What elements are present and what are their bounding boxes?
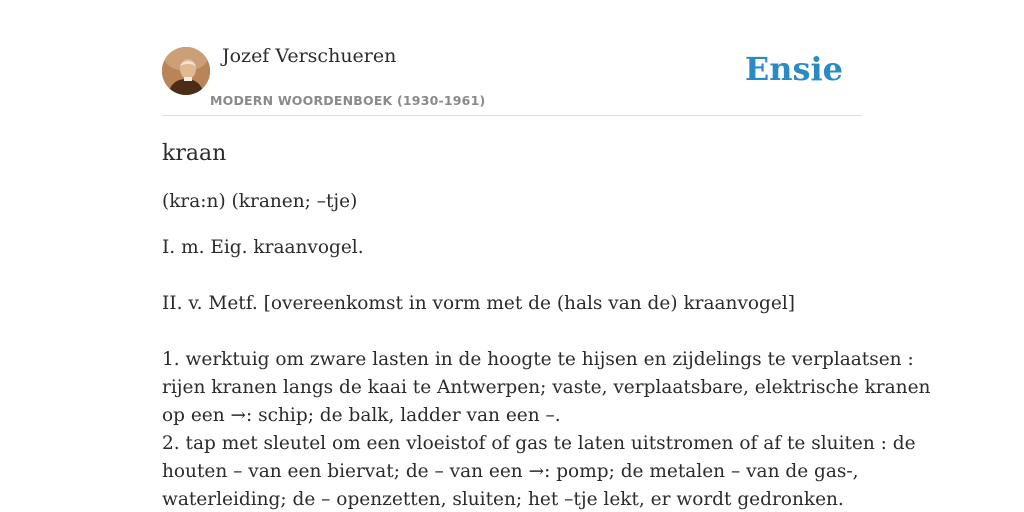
sense-2: II. v. Metf. [overeenkomst in vorm met de (hals van de) kraanvogel] xyxy=(162,293,795,314)
definition-2-line-1: 2. tap met sleutel om een vloeistof of gas te laten uitstromen of af te sluiten : de xyxy=(162,433,916,454)
sense-1: I. m. Eig. kraanvogel. xyxy=(162,237,364,258)
entry-headword: kraan xyxy=(162,141,227,166)
author-name[interactable]: Jozef Verschueren xyxy=(222,45,397,67)
paragraph-gap xyxy=(162,262,862,290)
portrait-icon xyxy=(162,47,210,95)
header-divider xyxy=(162,115,862,116)
definition-2-line-2: houten – van een biervat; de – van een →: pomp; de metalen – van de gas-, xyxy=(162,461,859,482)
paragraph-gap xyxy=(162,318,862,346)
definition-2-line-3: waterleiding; de – openzetten, sluiten; het –tje lekt, er wordt gedronken. xyxy=(162,489,844,510)
definition-1-line-3: op een →: schip; de balk, ladder van een –. xyxy=(162,405,561,426)
definition-1-line-1: 1. werktuig om zware lasten in de hoogte te hijsen en zijdelings te verplaatsen : xyxy=(162,349,914,370)
entry-definition xyxy=(162,234,931,512)
entry-content xyxy=(162,138,931,512)
definition-1-line-2: rijen kranen langs de kaai te Antwerpen; vaste, verplaatsbare, elektrische kranen xyxy=(162,377,931,398)
ensie-logo-link[interactable]: Ensie xyxy=(744,50,843,88)
source-dictionary-label[interactable]: MODERN WOORDENBOEK (1930-1961) xyxy=(210,93,486,108)
entry-pronunciation: (kra:n) (kranen; –tje) xyxy=(162,191,358,212)
author-avatar[interactable] xyxy=(162,47,210,95)
